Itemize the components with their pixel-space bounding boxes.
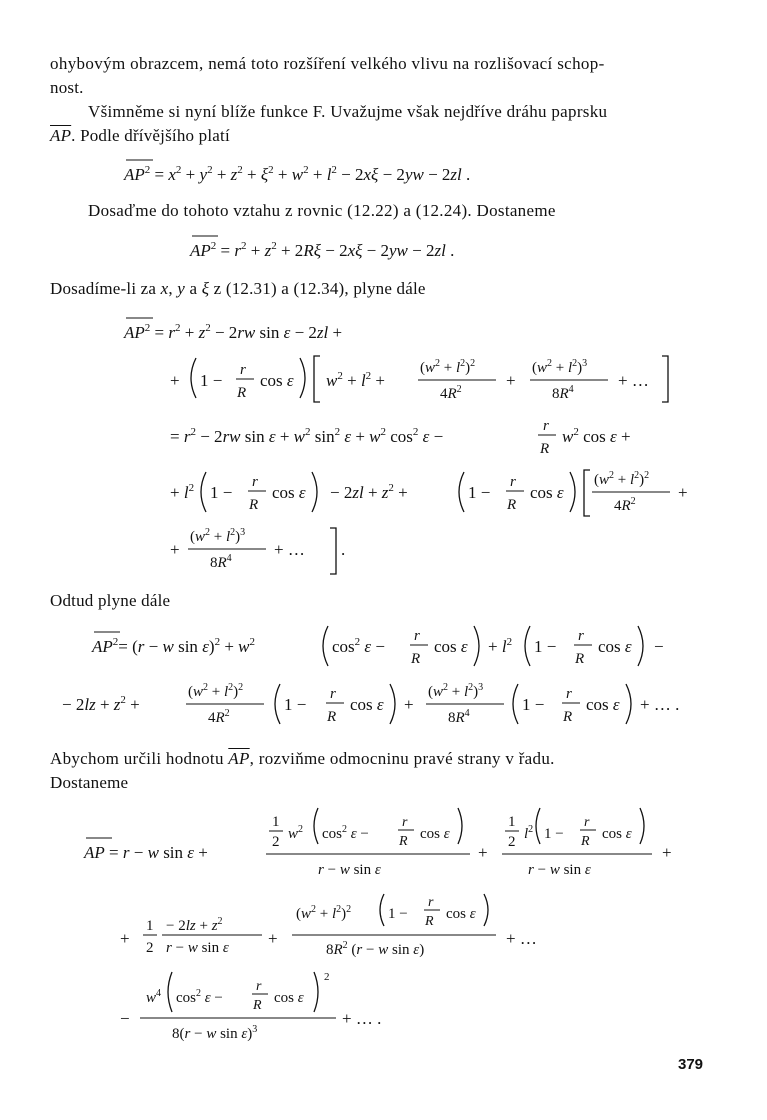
svg-text:cos ε: cos ε: [530, 483, 564, 502]
svg-text:R: R: [237, 385, 247, 401]
svg-text:r − w sin ε: r − w sin ε: [318, 862, 381, 878]
svg-text:1: 1: [146, 918, 154, 934]
svg-text:4R2: $4R^2$: [440, 384, 462, 402]
svg-text:R: R: [253, 998, 262, 1013]
svg-text:1 −: 1 −: [388, 906, 408, 922]
svg-text:+ l2: + $l^2$: [170, 482, 195, 502]
svg-text:w4: $w^4$: [146, 988, 162, 1006]
svg-text:r: r: [428, 895, 434, 910]
svg-text:cos2 ε −: $\cos^2 \varepsilon$ −: [322, 824, 369, 842]
svg-text:2: 2: [272, 834, 280, 850]
svg-text:8R4: $8R^4$: [552, 384, 574, 402]
svg-text:AP2 = r2 + z2 − 2rw sin ε − 2z: $AP^2 = r^2 + z^2 - 2rw$ sin ε − 2zl +: [124, 322, 343, 342]
svg-text:1 −: 1 −: [534, 637, 557, 656]
svg-text:+: +: [678, 483, 688, 502]
svg-text:R: R: [249, 497, 259, 513]
svg-text:= r2 − 2rw sin ε + w2 sin2 ε +: = $r^2 - 2rw$ $\sin \varepsilon + w^2$ $\sin^2 \varepsilon + w^2$ $\cos^2 \varepsilon$ −: [170, 426, 444, 446]
svg-text:r: r: [240, 362, 246, 378]
ap-symbol-2: $\overline{AP}$: [228, 749, 250, 768]
svg-text:R: R: [425, 914, 434, 929]
svg-text:1 −: 1 −: [210, 483, 233, 502]
svg-text:−: −: [654, 637, 664, 656]
svg-text:1: 1: [508, 814, 516, 830]
svg-text:cos ε: cos ε: [602, 826, 632, 842]
svg-text:+: +: [268, 929, 278, 948]
svg-text:r: r: [330, 686, 336, 702]
svg-text:1: 1: [272, 814, 280, 830]
svg-text:r: r: [584, 815, 590, 830]
svg-text:cos ε: cos ε: [586, 695, 620, 714]
equation-5: [0, 798, 767, 1058]
svg-text:+ … .: + … .: [640, 695, 680, 714]
svg-text:(w2 + l2)3: $(w^2 + l^2)^3$: [190, 527, 246, 545]
svg-text:cos ε: cos ε: [446, 906, 476, 922]
svg-text:cos ε: cos ε: [260, 371, 294, 390]
svg-text:R: R: [327, 709, 337, 725]
svg-text:AP = r − w sin ε +: AP = r − w sin ε +: [84, 843, 208, 862]
svg-text:cos ε: cos ε: [272, 483, 306, 502]
svg-text:− 2lz + z2 +: − $2lz + z^2$ +: [62, 694, 140, 714]
svg-text:r − w sin ε: r − w sin ε: [166, 940, 229, 956]
svg-text:(w2 + l2)3: $(w^2 + l^2)^3$: [532, 358, 588, 376]
svg-text:+: +: [170, 540, 180, 559]
svg-text:8R4: $8R^4$: [210, 553, 232, 571]
page-number: 379: [678, 1056, 704, 1073]
svg-text:+: +: [170, 371, 180, 390]
svg-text:+ l2: + $l^2$: [488, 636, 513, 656]
paragraph-6-line-1: [50, 748, 555, 770]
svg-text:R: R: [399, 834, 408, 849]
svg-text:R: R: [563, 709, 573, 725]
svg-text:R: R: [575, 651, 585, 667]
var-x: x: [160, 279, 169, 298]
svg-text:+ …: + …: [506, 929, 537, 948]
svg-text:+ …: + …: [274, 540, 305, 559]
svg-text:− 2zl + z2 +: − $2zl + z^2$ +: [330, 482, 408, 502]
svg-text:(w2 + l2)2: $(w^2 + l^2)^2$: [188, 682, 244, 700]
paragraph-4-text-a: Dosadíme-li za: [50, 279, 161, 298]
svg-text:cos ε: cos ε: [598, 637, 632, 656]
svg-text:r: r: [414, 628, 420, 644]
svg-text:r: r: [566, 686, 572, 702]
svg-text:r: r: [256, 979, 262, 994]
svg-text:1 −: 1 −: [468, 483, 491, 502]
paragraph-5: Odtud plyne dále: [50, 591, 171, 610]
svg-text:1 −: 1 −: [522, 695, 545, 714]
svg-text:+: +: [404, 695, 414, 714]
svg-text:R: R: [507, 497, 517, 513]
svg-text:(w2 + l2)2: $(w^2 + l^2)^2$: [296, 904, 352, 922]
svg-text:(w2 + l2)2: $(w^2 + l^2)^2$: [594, 470, 650, 488]
svg-text:w2: $w^2$: [288, 824, 304, 842]
svg-text:cos ε: cos ε: [350, 695, 384, 714]
paragraph-2-line-1: Všimněme si nyní blíže funkce F. Uvažujme však nejdříve dráhu paprsku: [88, 102, 608, 121]
paragraph-1-line-1: ohybovým obrazcem, nemá toto rozšíření velkého vlivu na rozlišovací schop-: [50, 54, 605, 73]
svg-text:8R4: $8R^4$: [448, 708, 470, 726]
svg-text:cos ε: cos ε: [420, 826, 450, 842]
svg-text:(w2 + l2)2: $(w^2 + l^2)^2$: [420, 358, 476, 376]
svg-text:2: 2: [146, 940, 154, 956]
svg-text:+ … .: + … .: [342, 1009, 382, 1028]
var-xi: ξ: [201, 279, 210, 298]
svg-text:r: r: [252, 474, 258, 490]
svg-text:+: +: [662, 843, 672, 862]
svg-text:AP2= (r − w sin ε)2 + w2: $AP^2= (r - w$ $\sin \varepsilon)^2 + w^2$: [92, 636, 255, 656]
svg-text:−: −: [120, 1009, 130, 1028]
equation-4: [0, 618, 767, 738]
equation-3: [0, 310, 767, 580]
svg-text:AP2 = x2 + y2 + z2 + ξ2 + w2 +: $AP^2 = x^2 + y^2 + z^2 + \xi^2 + w^2 + l^2 - 2x\xi - 2yw - 2zl$ .: [124, 164, 471, 184]
svg-text:1 −: 1 −: [284, 695, 307, 714]
equation-1: [0, 150, 767, 190]
svg-text:+: +: [120, 929, 130, 948]
svg-text:l2: $l^2$: [524, 824, 534, 842]
paragraph-3: Dosaďme do tohoto vztahu z rovnic (12.22) a (12.24). Dostaneme: [88, 201, 556, 220]
svg-text:cos ε: cos ε: [274, 990, 304, 1006]
svg-text:cos2 ε −: $\cos^2 \varepsilon$ −: [332, 636, 385, 656]
svg-text:cos2 ε −: $\cos^2 \varepsilon$ −: [176, 988, 223, 1006]
paragraph-2-line-2: [50, 125, 230, 147]
svg-text:w2 + l2 +: $w^2 + l^2$ +: [326, 370, 386, 390]
ap-symbol: $\overline{AP}$: [50, 126, 72, 145]
svg-text:cos ε: cos ε: [434, 637, 468, 656]
equation-2: [0, 226, 767, 266]
svg-text:8(r − w sin ε)3: 8(r − w sin ε)$^3$: [172, 1024, 258, 1042]
svg-text:R: R: [411, 651, 421, 667]
paragraph-2-line-2-text: . Podle dřívějšího platí: [71, 126, 230, 145]
paragraph-6-text-a: Abychom určili hodnotu: [50, 749, 229, 768]
svg-text:.: .: [341, 540, 346, 559]
svg-text:(w2 + l2)3: $(w^2 + l^2)^3$: [428, 682, 484, 700]
svg-text:r: r: [402, 815, 408, 830]
svg-text:4R2: $4R^2$: [208, 708, 230, 726]
svg-text:R: R: [540, 441, 550, 457]
paragraph-6-line-2: Dostaneme: [50, 773, 129, 792]
svg-text:1 −: 1 −: [544, 826, 564, 842]
svg-text:r − w sin ε: r − w sin ε: [528, 862, 591, 878]
paragraph-4: [50, 278, 426, 300]
svg-text:2: 2: [324, 971, 330, 983]
svg-text:r: r: [543, 418, 549, 434]
svg-text:+ …: + …: [618, 371, 649, 390]
svg-text:r: r: [510, 474, 516, 490]
paragraph-4-text-a2: a: [185, 279, 202, 298]
paragraph-1-line-2: nost.: [50, 78, 84, 97]
svg-text:R: R: [581, 834, 590, 849]
svg-text:1 −: 1 −: [200, 371, 223, 390]
var-y: y: [177, 279, 186, 298]
paragraph-6-text-b: , rozviňme odmocninu pravé strany v řadu.: [249, 749, 555, 768]
svg-text:r: r: [578, 628, 584, 644]
paragraph-4-text-b: z (12.31) a (12.34), plyne dále: [209, 279, 426, 298]
svg-text:8R2 (r − w sin ε): $8R^2$ (r − w sin ε): [326, 940, 425, 958]
svg-text:2: 2: [508, 834, 516, 850]
svg-text:4R2: $4R^2$: [614, 496, 636, 514]
svg-text:AP2 = r2 + z2 + 2Rξ − 2xξ − 2y: $AP^2 = r^2 + z^2 + 2R\xi - 2x\xi - 2yw - 2zl$ .: [190, 240, 455, 260]
svg-text:+: +: [506, 371, 516, 390]
svg-text:+: +: [478, 843, 488, 862]
paragraph-4-sep: ,: [168, 279, 178, 298]
svg-text:w2 cos ε +: $w^2$ cos ε +: [562, 426, 631, 446]
svg-text:− 2lz + z2: − $2lz + z^2$: [166, 916, 223, 934]
